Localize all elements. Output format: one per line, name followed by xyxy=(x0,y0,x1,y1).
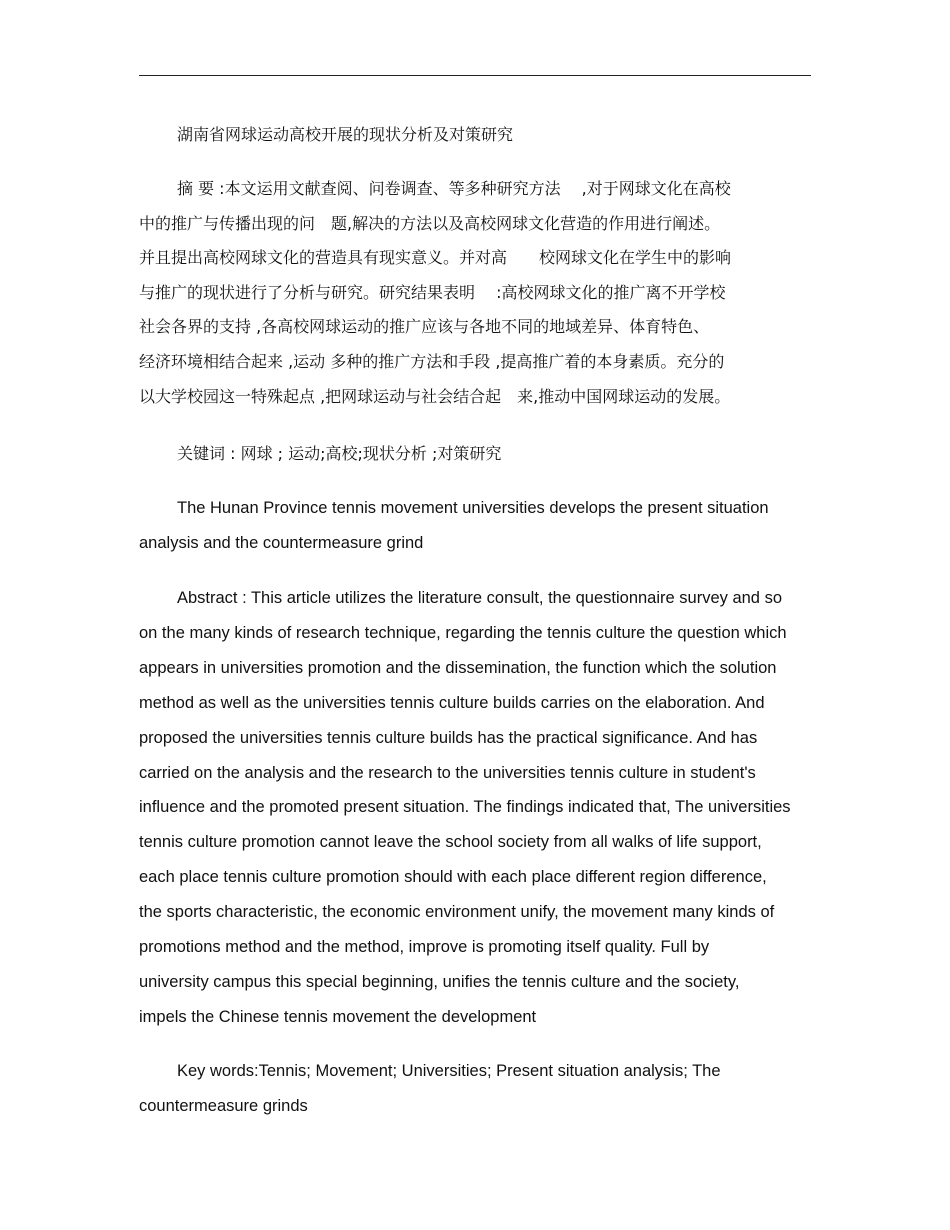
abstract-en-line: method as well as the universities tennis culture builds carries on the elaboration. And xyxy=(139,693,765,712)
abstract-cn-line: 经济环境相结合起来 ,运动 多种的推广方法和手段 ,提高推广着的本身素质。充分的 xyxy=(139,351,725,371)
abstract-en-line: promotions method and the method, improve is promoting itself quality. Full by xyxy=(139,938,710,957)
abstract-en-line: influence and the promoted present situation. The findings indicated that, The universities xyxy=(139,798,791,817)
abstract-en-line: proposed the universities tennis culture builds has the practical significance. And has xyxy=(139,728,758,747)
abstract-cn-line: 社会各界的支持 ,各高校网球运动的推广应该与各地不同的地域差异、体育特色、 xyxy=(139,317,710,337)
title-en-line: analysis and the countermeasure grind xyxy=(139,533,424,552)
abstract-en xyxy=(139,581,829,1035)
keywords-en-line: Key words:Tennis; Movement; Universities; Present situation analysis; The xyxy=(177,1062,721,1080)
title-en xyxy=(139,491,829,561)
title-cn-block xyxy=(139,118,829,153)
abstract-en-line: university campus this special beginning, unifies the tennis culture and the society, xyxy=(139,972,740,991)
abstract-cn-line: 以大学校园这一特殊起点 ,把网球运动与社会结合起 来,推动中国网球运动的发展。 xyxy=(139,386,731,406)
abstract-en-line: impels the Chinese tennis movement the development xyxy=(139,1007,537,1026)
abstract-cn xyxy=(139,172,829,414)
keywords-cn: 关键词 : 网球 ; 运动;高校;现状分析 ;对策研究 xyxy=(177,444,502,463)
abstract-en-line: Abstract : This article utilizes the literature consult, the questionnaire survey and so xyxy=(177,589,782,607)
abstract-cn-line: 中的推广与传播出现的问 题,解决的方法以及高校网球文化营造的作用进行阐述。 xyxy=(139,213,721,233)
abstract-en-line: each place tennis culture promotion should with each place different region difference, xyxy=(139,868,767,887)
abstract-en-line: the sports characteristic, the economic environment unify, the movement many kinds of xyxy=(139,903,775,922)
keywords-cn-block xyxy=(139,437,829,472)
abstract-cn-line: 并且提出高校网球文化的营造具有现实意义。并对高 校网球文化在学生中的影响 xyxy=(139,248,732,268)
abstract-en-line: appears in universities promotion and the dissemination, the function which the solution xyxy=(139,658,777,677)
abstract-cn-line: 与推广的现状进行了分析与研究。研究结果表明 :高校网球文化的推广离不开学校 xyxy=(139,282,726,302)
abstract-cn-line: 摘 要 :本文运用文献查阅、问卷调查、等多种研究方法 ,对于网球文化在高校 xyxy=(177,179,731,198)
abstract-en-line: on the many kinds of research technique, regarding the tennis culture the question which xyxy=(139,623,787,642)
keywords-en-line: countermeasure grinds xyxy=(139,1096,308,1115)
header-rule xyxy=(139,75,811,76)
abstract-en-line: tennis culture promotion cannot leave the school society from all walks of life support, xyxy=(139,833,762,852)
keywords-en xyxy=(139,1054,829,1124)
abstract-en-line: carried on the analysis and the research to the universities tennis culture in student's xyxy=(139,763,756,782)
title-en-line: The Hunan Province tennis movement universities develops the present situation xyxy=(177,499,769,517)
title-cn: 湖南省网球运动高校开展的现状分析及对策研究 xyxy=(177,125,514,144)
